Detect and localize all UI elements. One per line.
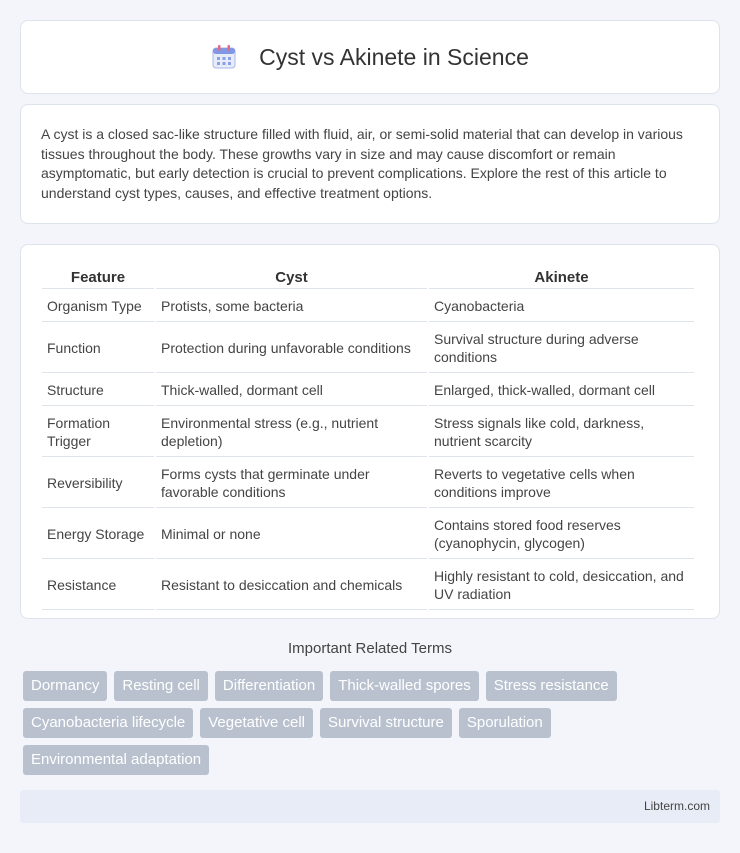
table-row [42, 324, 694, 373]
table-row [42, 375, 694, 406]
title-card [20, 20, 720, 94]
table-cell: Reverts to vegetative cells when conditions improve [429, 459, 694, 508]
column-header-feature: Feature [42, 265, 154, 289]
tag-stress-resistance[interactable]: Stress resistance [486, 671, 617, 701]
page-title: Cyst vs Akinete in Science [259, 43, 529, 70]
tag-environmental-adaptation[interactable]: Environmental adaptation [23, 745, 209, 775]
tag-sporulation[interactable]: Sporulation [459, 708, 551, 738]
intro-card [20, 104, 720, 224]
table-cell: Survival structure during adverse conditions [429, 324, 694, 373]
table-cell: Resistance [42, 561, 154, 610]
table-cell: Function [42, 324, 154, 373]
tag-differentiation[interactable]: Differentiation [215, 671, 323, 701]
comparison-table-card [20, 244, 720, 619]
comparison-table [40, 263, 696, 612]
related-terms-heading: Important Related Terms [288, 640, 452, 657]
table-cell: Organism Type [42, 291, 154, 322]
tag-resting-cell[interactable]: Resting cell [114, 671, 208, 701]
table-cell: Reversibility [42, 459, 154, 508]
column-header-akinete: Akinete [429, 265, 694, 289]
table-row [42, 561, 694, 610]
table-cell: Cyanobacteria [429, 291, 694, 322]
table-cell: Protists, some bacteria [156, 291, 427, 322]
table-cell: Structure [42, 375, 154, 406]
tag-thick-walled-spores[interactable]: Thick-walled spores [330, 671, 479, 701]
tag-cyanobacteria-lifecycle[interactable]: Cyanobacteria lifecycle [23, 708, 193, 738]
tag-survival-structure[interactable]: Survival structure [320, 708, 452, 738]
table-row [42, 291, 694, 322]
tag-dormancy[interactable]: Dormancy [23, 671, 107, 701]
tag-vegetative-cell[interactable]: Vegetative cell [200, 708, 313, 738]
related-terms-tags [23, 671, 723, 782]
footer-site-link[interactable]: Libterm.com [643, 799, 710, 813]
table-header-row [42, 265, 694, 289]
table-cell: Stress signals like cold, darkness, nutrient scarcity [429, 408, 694, 457]
table-cell: Resistant to desiccation and chemicals [156, 561, 427, 610]
table-cell: Energy Storage [42, 510, 154, 559]
table-cell: Protection during unfavorable conditions [156, 324, 427, 373]
table-row [42, 408, 694, 457]
table-cell: Minimal or none [156, 510, 427, 559]
column-header-cyst: Cyst [156, 265, 427, 289]
table-row [42, 459, 694, 508]
footer [20, 790, 720, 823]
calendar-icon [211, 44, 237, 70]
table-cell: Forms cysts that germinate under favorable conditions [156, 459, 427, 508]
table-cell: Environmental stress (e.g., nutrient depletion) [156, 408, 427, 457]
table-cell: Formation Trigger [42, 408, 154, 457]
table-cell: Highly resistant to cold, desiccation, and UV radiation [429, 561, 694, 610]
table-row [42, 510, 694, 559]
table-cell: Enlarged, thick-walled, dormant cell [429, 375, 694, 406]
table-cell: Thick-walled, dormant cell [156, 375, 427, 406]
intro-text: A cyst is a closed sac-like structure filled with fluid, air, or semi-solid material that can develop in various tissues throughout the body. These growths vary in size and may cause discomfort or remain asymptomatic, but early detection is crucial to prevent complications. Explore the rest of this article to understand cyst types, causes, and effective treatment options. [41, 126, 683, 201]
table-cell: Contains stored food reserves (cyanophycin, glycogen) [429, 510, 694, 559]
